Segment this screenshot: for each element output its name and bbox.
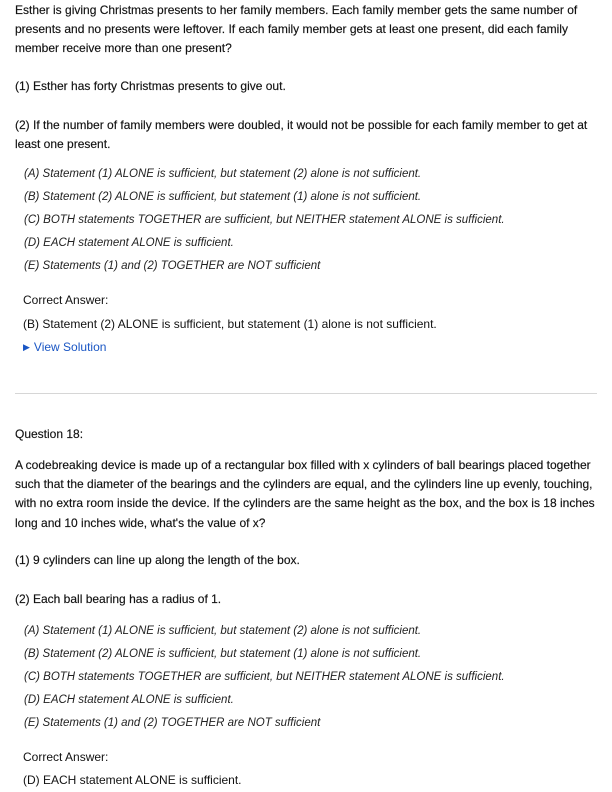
q17-option-a: (A) Statement (1) ALONE is sufficient, but statement (2) alone is not sufficient. (24, 168, 422, 180)
question-divider (15, 393, 597, 394)
q18-option-a: (A) Statement (1) ALONE is sufficient, but statement (2) alone is not sufficient. (24, 625, 422, 637)
q17-option-e: (E) Statements (1) and (2) TOGETHER are NOT sufficient (24, 260, 321, 272)
q17-option-c: (C) BOTH statements TOGETHER are sufficient, but NEITHER statement ALONE is sufficient. (24, 214, 505, 226)
q18-option-e: (E) Statements (1) and (2) TOGETHER are NOT sufficient (24, 717, 321, 729)
view-solution-label: View Solution (33, 340, 107, 354)
q18-option-b: (B) Statement (2) ALONE is sufficient, but statement (1) alone is not sufficient. (24, 648, 422, 660)
q18-correct-answer-label: Correct Answer: (23, 750, 109, 764)
q17-correct-answer-label: Correct Answer: (23, 293, 109, 307)
question-17-stem: Esther is giving Christmas presents to her family members. Each family member gets the same number of presents and no presents were leftover. If each family member gets at least one present, did each family member receive more than one present? (15, 3, 578, 56)
view-solution-toggle[interactable] (23, 339, 106, 355)
question-17-statement-1: (1) Esther has forty Christmas presents to give out. (15, 79, 286, 93)
triangle-right-icon: ▶ (23, 342, 30, 352)
question-18-statement-2: (2) Each ball bearing has a radius of 1. (15, 592, 222, 606)
q17-option-d: (D) EACH statement ALONE is sufficient. (24, 237, 234, 249)
question-18-heading: Question 18: (15, 427, 84, 441)
q17-option-b: (B) Statement (2) ALONE is sufficient, but statement (1) alone is not sufficient. (24, 191, 422, 203)
q18-option-d: (D) EACH statement ALONE is sufficient. (24, 694, 234, 706)
q18-option-c: (C) BOTH statements TOGETHER are sufficient, but NEITHER statement ALONE is sufficient. (24, 671, 505, 683)
question-18-stem: A codebreaking device is made up of a rectangular box filled with x cylinders of ball bearings placed together such that the diameter of the bearings and the cylinders are equal, and the cylinders line up evenly, touching, with no extra room inside the device. If the cylinders are the same height as the box, and the box is 18 inches long and 10 inches wide, what's the value of x? (15, 458, 595, 530)
q17-correct-answer-value: (B) Statement (2) ALONE is sufficient, but statement (1) alone is not sufficient. (23, 317, 437, 331)
question-17-statement-2: (2) If the number of family members were doubled, it would not be possible for each family member to get at least one present. (15, 118, 588, 152)
q18-correct-answer-value: (D) EACH statement ALONE is sufficient. (23, 773, 242, 787)
question-18-statement-1: (1) 9 cylinders can line up along the length of the box. (15, 553, 300, 567)
